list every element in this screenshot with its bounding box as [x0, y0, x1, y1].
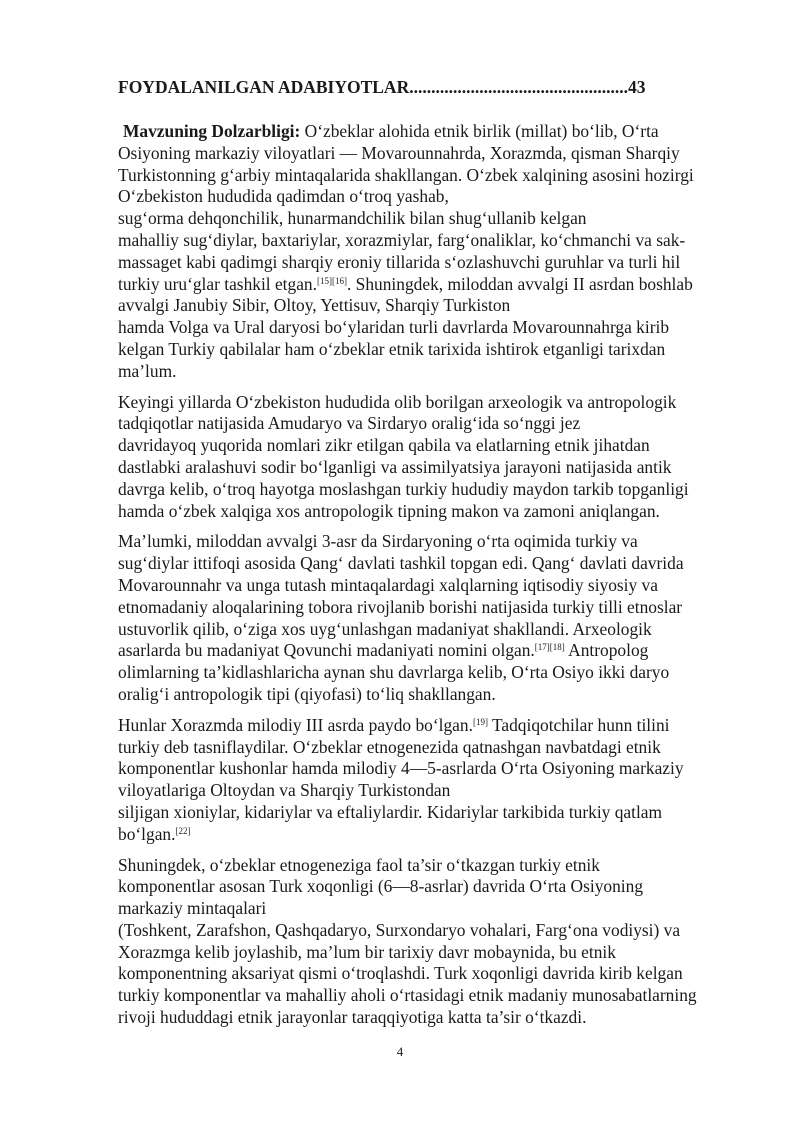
toc-title: FOYDALANILGAN ADABIYOTLAR [118, 77, 410, 97]
text-line: viloyatlariga Oltoydan va Sharqiy Turkistondan [118, 780, 451, 801]
text-line [118, 715, 746, 737]
body-text [118, 121, 746, 1038]
text-line: tadqiqotlar natijasida Amudaryo va Sirdaryo oralig‘ida so‘nggi jez [118, 413, 581, 434]
text-line: ustuvorlik qilib, o‘ziga xos uyg‘unlashgan madaniyat shakllandi. Arxeologik [118, 618, 652, 639]
text-line [118, 640, 746, 662]
text-line: avvalgi Janubiy Sibir, Oltoy, Yettisuv, Sharqiy Turkiston [118, 295, 511, 316]
text-run: Hunlar Xorazmda milodiy III asrda paydo bo‘lgan. [118, 714, 473, 735]
footnote-reference[interactable]: [19] [472, 716, 488, 727]
paragraph [118, 855, 746, 1029]
toc-entry [118, 76, 698, 98]
toc-page-number: 43 [627, 77, 646, 97]
text-line: siljigan xioniylar, kidariylar va eftaliylardir. Kidariylar tarkibida turkiy qatlam [118, 801, 663, 822]
text-line: hamda o‘zbek xalqiga xos antropologik tipning makon va zamoni aniqlangan. [118, 500, 660, 521]
text-line [118, 121, 746, 143]
text-run: asarlarda bu madaniyat Qovunchi madaniyati nomini olgan. [118, 640, 535, 661]
text-line: Keyingi yillarda O‘zbekiston hududida olib borilgan arxeologik va antropologik [118, 391, 677, 412]
text-line [118, 824, 746, 846]
text-line: ma’lum. [118, 360, 177, 381]
text-run: O‘zbeklar alohida etnik birlik (millat) bo‘lib, O‘rta [300, 121, 659, 141]
text-line: sug‘orma dehqonchilik, hunarmandchilik bilan shug‘ullanib kelgan [118, 208, 587, 229]
text-line: sug‘diylar ittifoqi asosida Qang‘ davlati tashkil topgan edi. Qang‘ davlati davrida [118, 553, 684, 574]
text-line: hamda Volga va Ural daryosi bo‘ylaridan turli davrlarda Movarounnahrga kirib [118, 317, 670, 338]
text-line: Shuningdek, o‘zbeklar etnogeneziga faol ta’sir o‘tkazgan turkiy etnik [118, 854, 600, 875]
footnote-reference[interactable]: [17][18] [534, 642, 565, 653]
text-line: Ma’lumki, miloddan avvalgi 3-asr da Sirdaryoning o‘rta oqimida turkiy va [118, 531, 638, 552]
text-run: turkiy uru‘glar tashkil etgan. [118, 273, 317, 294]
text-run: Antropolog [564, 640, 649, 661]
text-line: olimlarning ta’kidlashlaricha aynan shu davrlarga kelib, O‘rta Osiyo ikki daryo [118, 662, 670, 683]
paragraph [118, 715, 746, 846]
text-line: komponentning aksariyat qismi o‘troqlashdi. Turk xoqonligi davrida kirib kelgan [118, 963, 683, 984]
text-line [118, 274, 746, 296]
text-line: turkiy komponentlar va mahalliy aholi o‘rtasidagi etnik madaniy munosabatlarning [118, 985, 697, 1006]
text-line: komponentlar kushonlar hamda milodiy 4—5-asrlarda O‘rta Osiyoning markaziy [118, 758, 684, 779]
text-line: dastlabki aralashuvi sodir bo‘lganligi va assimilyatsiya jarayoni natijasida antik [118, 456, 672, 477]
text-line: (Toshkent, Zarafshon, Qashqadaryo, Surxondaryo vohalari, Farg‘ona vodiysi) va [118, 919, 681, 940]
text-line: mahalliy sug‘diylar, baxtariylar, xorazmiylar, farg‘onaliklar, ko‘chmanchi va sak- [118, 229, 686, 250]
section-heading: Mavzuning Dolzarbligi: [123, 121, 301, 141]
text-line: oralig‘i antropologik tipi (qiyofasi) to‘liq shakllangan. [118, 683, 496, 704]
text-line: massaget kabi qadimgi sharqiy eroniy tillarida s‘ozlashuvchi guruhlar va turli hil [118, 251, 681, 272]
text-line: markaziy mintaqalari [118, 898, 267, 919]
page-number: 4 [396, 1044, 404, 1059]
text-line: etnomadaniy aloqalarining tobora rivojlanib borishi natijasida turkiy tilli etnoslar [118, 596, 683, 617]
text-line: komponentlar asosan Turk xoqonligi (6—8-asrlar) davrida O‘rta Osiyoning [118, 876, 644, 897]
text-line: davrga kelib, o‘troq hayotga moslashgan turkiy hududiy maydon tarkib topganligi [118, 478, 689, 499]
toc-leader-dots: .................................................. [409, 77, 628, 97]
footnote-reference[interactable]: [22] [175, 825, 191, 836]
text-run: . Shuningdek, miloddan avvalgi II asrdan boshlab [346, 273, 693, 294]
paragraph [118, 531, 746, 705]
text-run: Tadqiqotchilar hunn tilini [487, 714, 670, 735]
text-line: Turkistonning g‘arbiy mintaqalarida shakllangan. O‘zbek xalqining asosini hozirgi [118, 164, 694, 185]
paragraph [118, 121, 746, 383]
text-line: davridayoq yuqorida nomlari zikr etilgan qabila va elatlarning etnik jihatdan [118, 435, 650, 456]
text-line: rivoji hududdagi etnik jarayonlar taraqqiyotiga katta ta’sir o‘tkazdi. [118, 1007, 587, 1028]
text-line: O‘zbekiston hududida qadimdan o‘troq yashab, [118, 186, 449, 207]
text-line: turkiy deb tasniflaydilar. O‘zbeklar etnogenezida qatnashgan navbatdagi etnik [118, 736, 661, 757]
text-line: Osiyoning markaziy viloyatlari — Movarounnahrda, Xorazmda, qisman Sharqiy [118, 142, 680, 163]
footnote-reference[interactable]: [15][16] [316, 275, 347, 286]
text-line: kelgan Turkiy qabilalar ham o‘zbeklar etnik tarixida ishtirok etganligi tarixdan [118, 338, 666, 359]
paragraph [118, 392, 746, 523]
text-line: Xorazmga kelib joylashib, ma’lum bir tarixiy davr mobaynida, bu etnik [118, 941, 616, 962]
text-line: Movarounnahr va unga tutash mintaqalardagi xalqlarning iqtisodiy siyosiy va [118, 574, 658, 595]
text-run: bo‘lgan. [118, 823, 176, 844]
